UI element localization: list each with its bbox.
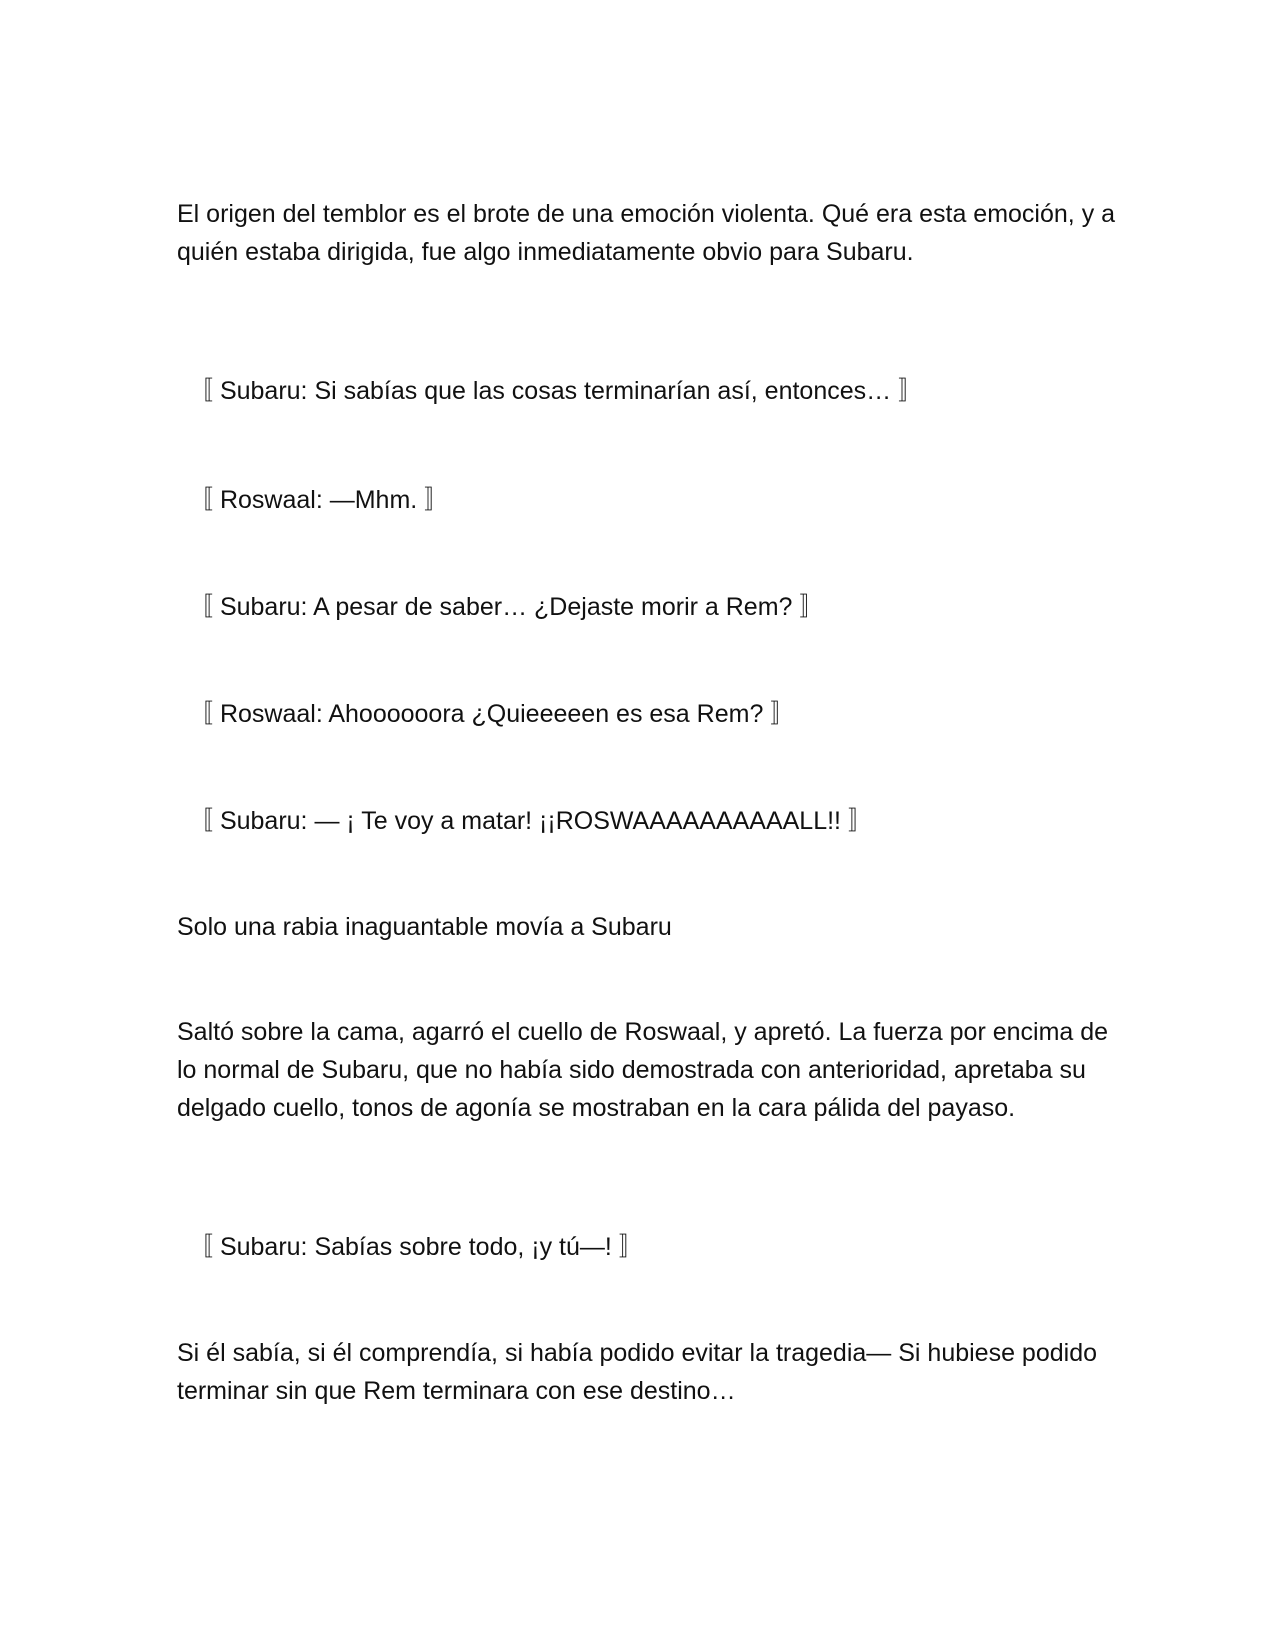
dialogue-subaru-4: 〚 Subaru: Sabías sobre todo, ¡y tú—! 〛 [188, 1233, 644, 1261]
dialogue-subaru-3: 〚 Subaru: — ¡ Te voy a matar! ¡¡ROSWAAAAAAAAAALL!! 〛 [188, 807, 873, 835]
paragraph-narration-4: Si él sabía, si él comprendía, si había podido evitar la tragedia— Si hubiese podido terminar sin que Rem terminara con ese destino… [177, 1339, 1098, 1405]
dialogue-roswaal-2: 〚 Roswaal: Ahoooooora ¿Quieeeeen es esa Rem? 〛 [188, 700, 796, 728]
dialogue-subaru-1: 〚 Subaru: Si sabías que las cosas terminarían así, entonces… 〛 [188, 377, 924, 405]
paragraph-narration-1: El origen del temblor es el brote de una emoción violenta. Qué era esta emoción, y a quién estaba dirigida, fue algo inmediatamente obvio para Subaru. [177, 200, 1116, 266]
dialogue-subaru-2: 〚 Subaru: A pesar de saber… ¿Dejaste morir a Rem? 〛 [188, 593, 825, 621]
paragraph-narration-3: Saltó sobre la cama, agarró el cuello de Roswaal, y apretó. La fuerza por encima de lo normal de Subaru, que no había sido demostrada con anterioridad, apretaba su delgado cuello, tonos de agonía se mostraban en la cara pálida del payaso. [177, 1018, 1109, 1122]
paragraph-narration-2: Solo una rabia inaguantable movía a Subaru [177, 913, 672, 941]
dialogue-roswaal-1: 〚 Roswaal: —Mhm. 〛 [188, 486, 450, 514]
